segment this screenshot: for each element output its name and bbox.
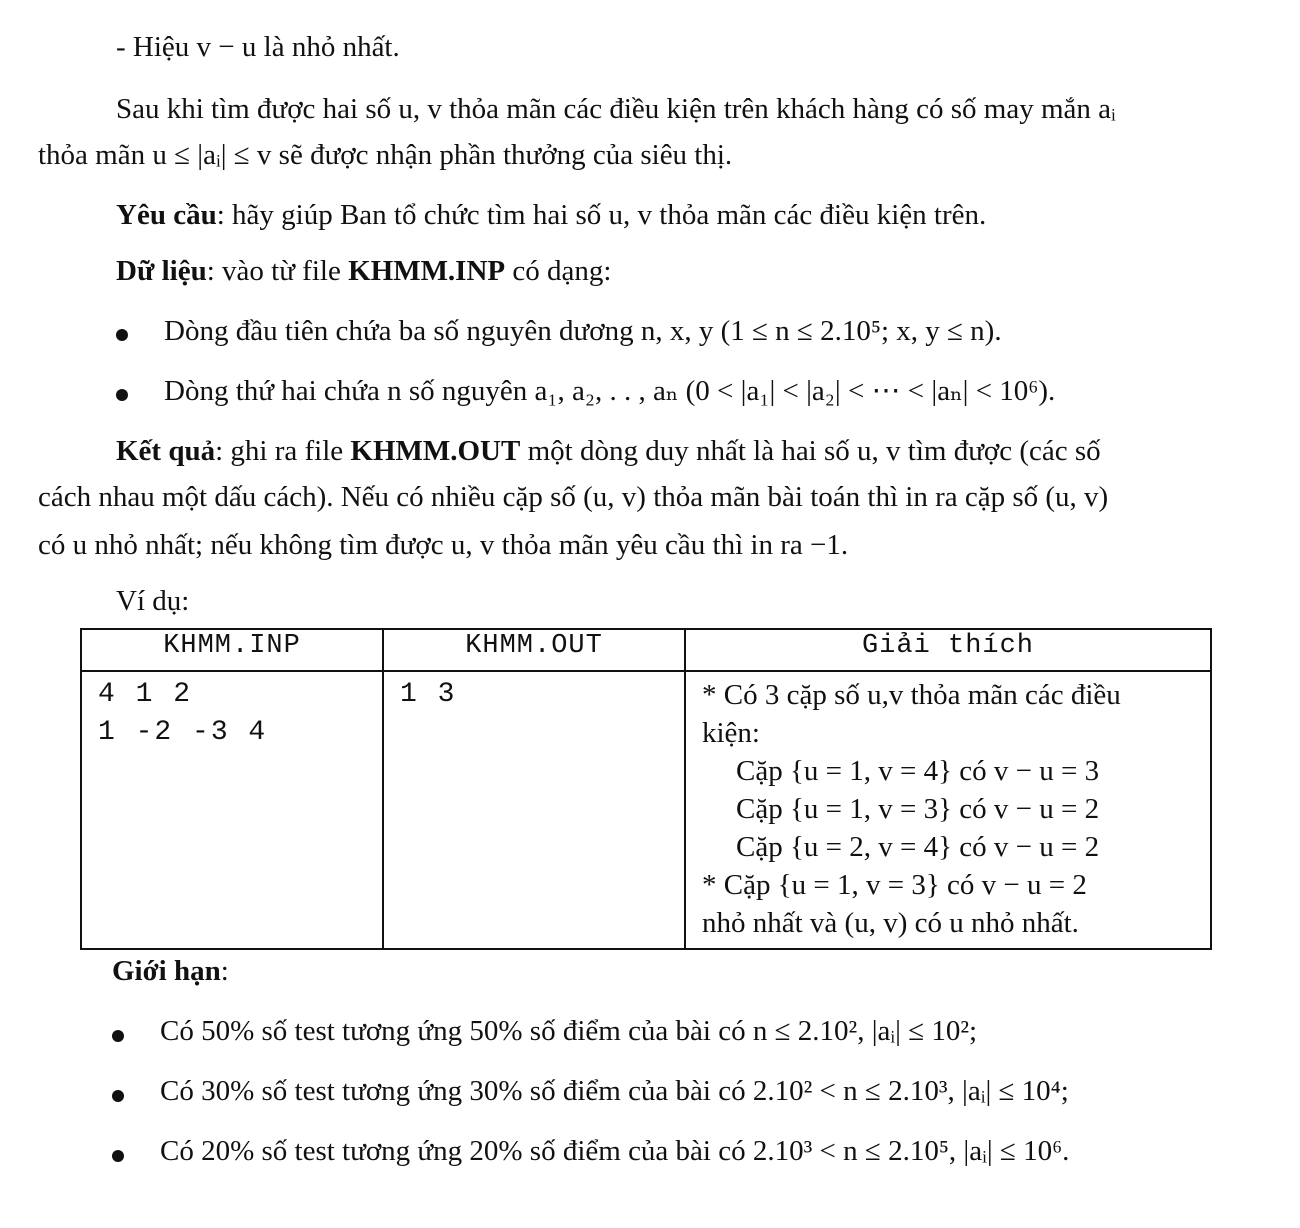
condition-line: - Hiệu v − u là nhỏ nhất. xyxy=(116,31,400,63)
input-cell xyxy=(81,671,383,949)
bullet-icon xyxy=(116,389,128,401)
paragraph-line-1: Sau khi tìm được hai số u, v thỏa mãn các điều kiện trên khách hàng có số may mắn aᵢ xyxy=(116,93,1116,125)
explanation-line: nhỏ nhất và (u, v) có u nhỏ nhất. xyxy=(702,907,1079,939)
bullet-icon xyxy=(112,1030,124,1042)
example-table-header xyxy=(81,629,1211,671)
input-filename: KHMM.INP xyxy=(348,255,506,287)
input-bullet-2: Dòng thứ hai chứa n số nguyên a₁, a₂, . . , aₙ (0 < |a₁| < |a₂| < ⋯ < |aₙ| < 10⁶). xyxy=(164,375,1056,407)
input-bullet-1: Dòng đầu tiên chứa ba số nguyên dương n, x, y (1 ≤ n ≤ 2.10⁵; x, y ≤ n). xyxy=(164,315,1002,347)
bullet-icon xyxy=(112,1150,124,1162)
bullet-icon xyxy=(116,329,128,341)
requirement-text: : hãy giúp Ban tổ chức tìm hai số u, v thỏa mãn các điều kiện trên. xyxy=(216,199,987,231)
example-label: Ví dụ: xyxy=(116,585,190,617)
example-table-row xyxy=(81,671,1211,949)
output-spec-line-2: cách nhau một dấu cách). Nếu có nhiều cặp số (u, v) thỏa mãn bài toán thì in ra cặp số (u, v) xyxy=(38,481,1109,513)
output-spec-line-1 xyxy=(116,434,1101,469)
output-filename: KHMM.OUT xyxy=(350,435,521,467)
input-line: 1 -2 -3 4 xyxy=(98,717,268,748)
output-label: Kết quả xyxy=(116,435,216,467)
explanation-line: * Có 3 cặp số u,v thỏa mãn các điều xyxy=(702,679,1121,711)
input-text-after: có dạng: xyxy=(505,255,612,287)
limit-bullet-3: Có 20% số test tương ứng 20% số điểm của bài có 2.10³ < n ≤ 2.10⁵, |aᵢ| ≤ 10⁶. xyxy=(160,1135,1070,1167)
limit-bullet-1: Có 50% số test tương ứng 50% số điểm của bài có n ≤ 2.10², |aᵢ| ≤ 10²; xyxy=(160,1015,978,1047)
output-text-after: một dòng duy nhất là hai số u, v tìm được (các số xyxy=(520,435,1101,467)
input-line: 4 1 2 xyxy=(98,679,193,710)
output-text-before: : ghi ra file xyxy=(215,435,351,467)
example-table xyxy=(80,628,1212,950)
explanation-line: Cặp {u = 1, v = 3} có v − u = 2 xyxy=(736,793,1100,825)
paragraph-line-2: thỏa mãn u ≤ |aᵢ| ≤ v sẽ được nhận phần thưởng của siêu thị. xyxy=(38,139,733,171)
limits-heading: Giới hạn: xyxy=(112,955,229,987)
limits-label: Giới hạn xyxy=(112,955,221,987)
explanation-cell xyxy=(685,671,1211,949)
output-spec-line-3: có u nhỏ nhất; nếu không tìm được u, v thỏa mãn yêu cầu thì in ra −1. xyxy=(38,529,849,561)
limit-bullet-2: Có 30% số test tương ứng 30% số điểm của bài có 2.10² < n ≤ 2.10³, |aᵢ| ≤ 10⁴; xyxy=(160,1075,1069,1107)
input-text-before: : vào từ file xyxy=(206,255,349,287)
explanation-line: Cặp {u = 1, v = 4} có v − u = 3 xyxy=(736,755,1100,787)
explanation-line: kiện: xyxy=(702,717,760,749)
header-explanation: Giải thích xyxy=(685,629,1211,671)
bullet-icon xyxy=(112,1090,124,1102)
output-cell xyxy=(383,671,685,949)
input-spec-line xyxy=(116,254,611,289)
header-output: KHMM.OUT xyxy=(383,629,685,671)
output-line: 1 3 xyxy=(400,679,457,710)
input-label: Dữ liệu xyxy=(116,255,207,287)
header-input: KHMM.INP xyxy=(81,629,383,671)
explanation-line: * Cặp {u = 1, v = 3} có v − u = 2 xyxy=(702,869,1087,901)
requirement-line xyxy=(116,198,986,233)
requirement-label: Yêu cầu xyxy=(116,199,217,231)
explanation-line: Cặp {u = 2, v = 4} có v − u = 2 xyxy=(736,831,1100,863)
